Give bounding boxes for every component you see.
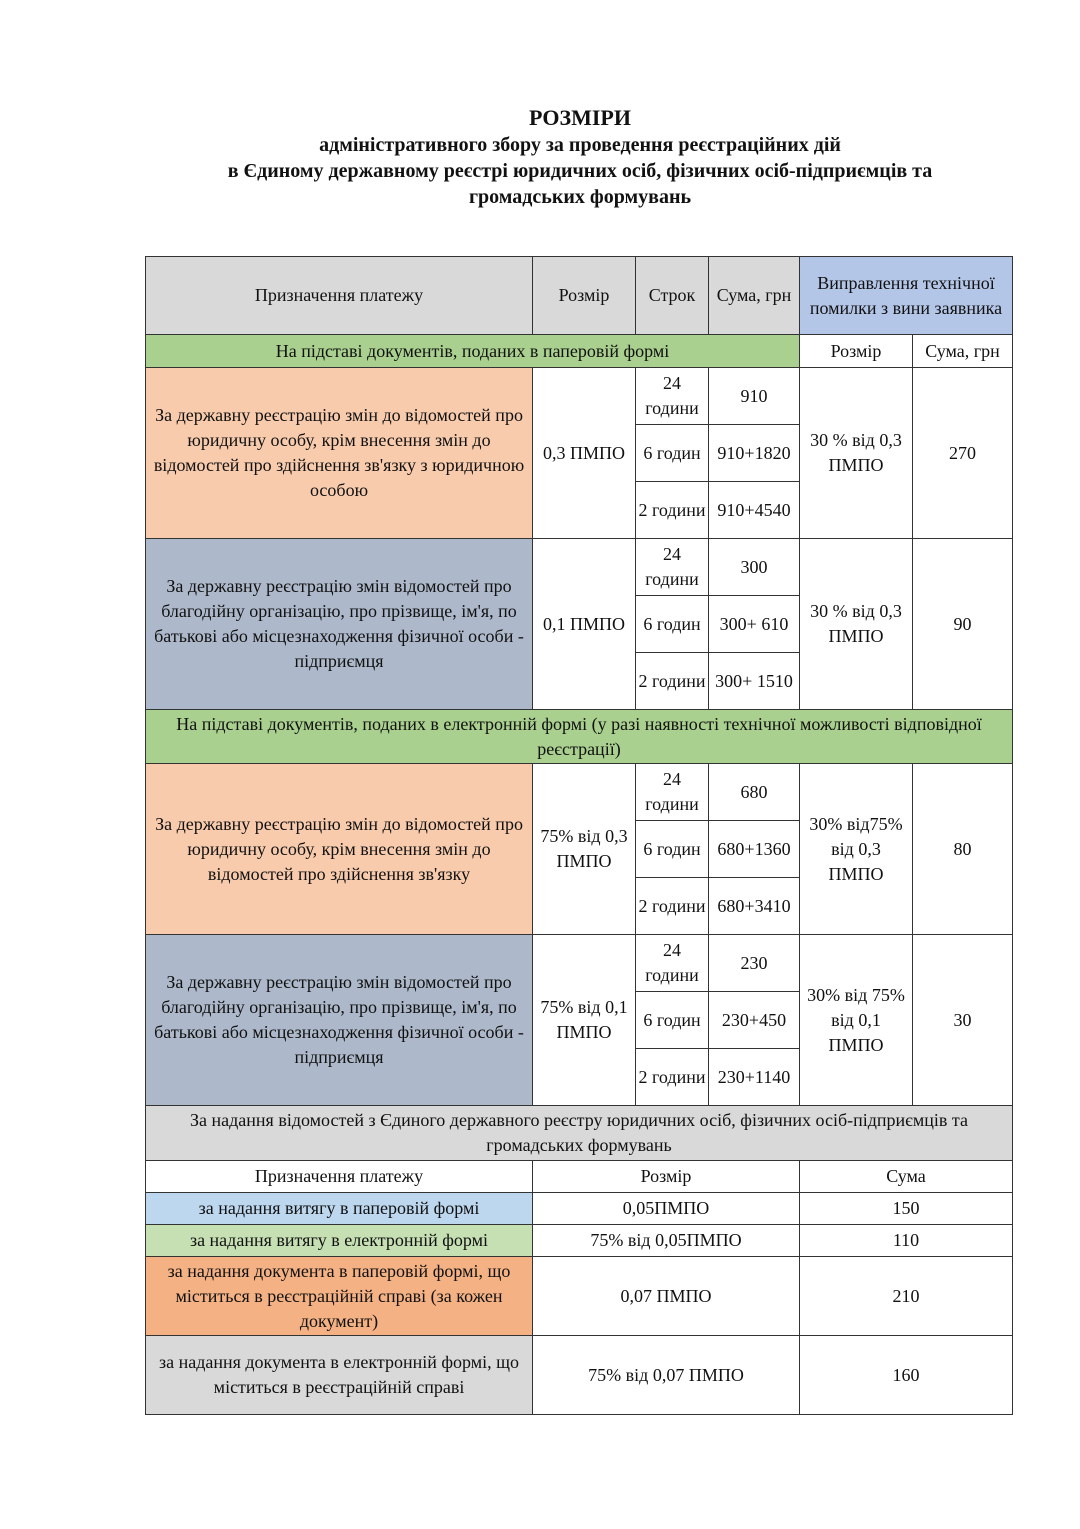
correction-size: 30 % від 0,3 ПМПО xyxy=(800,539,913,710)
table-row xyxy=(146,764,1013,821)
block-purpose: За державну реєстрацію змін відомостей про благодійну організацію, про прізвище, ім'я, по батькові або місцезнаходження фізичної особи - підприємця xyxy=(146,539,533,710)
table-row xyxy=(146,935,1013,992)
info-sum: 150 xyxy=(800,1193,1013,1225)
correction-sum: 270 xyxy=(913,368,1013,539)
paper-section-size-label: Розмір xyxy=(800,335,913,368)
correction-size: 30 % від 0,3 ПМПО xyxy=(800,368,913,539)
info-header-purpose: Призначення платежу xyxy=(146,1161,533,1193)
block-size: 75% від 0,3 ПМПО xyxy=(533,764,636,935)
info-size: 0,05ПМПО xyxy=(533,1193,800,1225)
header-sum: Сума, грн xyxy=(709,257,800,335)
info-size: 75% від 0,07 ПМПО xyxy=(533,1336,800,1415)
paper-section-sum-label: Сума, грн xyxy=(913,335,1013,368)
term-cell: 2 години xyxy=(636,482,709,539)
paper-section-label: На підставі документів, поданих в паперовій формі xyxy=(146,335,800,368)
info-header-size: Розмір xyxy=(533,1161,800,1193)
sum-cell: 230+450 xyxy=(709,992,800,1049)
info-header-sum: Сума xyxy=(800,1161,1013,1193)
info-section-row xyxy=(146,1106,1013,1161)
document-title xyxy=(60,104,1080,210)
title-heading: РОЗМІРИ xyxy=(529,105,631,130)
electronic-section-row xyxy=(146,710,1013,764)
correction-sum: 30 xyxy=(913,935,1013,1106)
term-cell: 6 годин xyxy=(636,596,709,653)
title-line-3: в Єдиному державному реєстрі юридичних осіб, фізичних осіб-підприємців та xyxy=(227,160,933,182)
table-row xyxy=(146,1336,1013,1415)
title-line-2: адміністративного збору за проведення реєстраційних дій xyxy=(319,134,841,156)
info-sum: 110 xyxy=(800,1225,1013,1257)
correction-sum: 90 xyxy=(913,539,1013,710)
term-cell: 24 години xyxy=(636,368,709,425)
correction-sum: 80 xyxy=(913,764,1013,935)
sum-cell: 680+1360 xyxy=(709,821,800,878)
term-cell: 24 години xyxy=(636,935,709,992)
table-header-row xyxy=(146,257,1013,335)
sum-cell: 910+4540 xyxy=(709,482,800,539)
info-purpose: за надання документа в електронній формі, що міститься в реєстраційній справі xyxy=(146,1336,533,1415)
info-size: 0,07 ПМПО xyxy=(533,1257,800,1336)
info-purpose: за надання витягу в електронній формі xyxy=(146,1225,533,1257)
header-term: Строк xyxy=(636,257,709,335)
info-purpose: за надання витягу в паперовій формі xyxy=(146,1193,533,1225)
sum-cell: 300+ 610 xyxy=(709,596,800,653)
table-row xyxy=(146,368,1013,425)
sum-cell: 300+ 1510 xyxy=(709,653,800,710)
correction-size: 30% від 75% від 0,1 ПМПО xyxy=(800,935,913,1106)
header-size: Розмір xyxy=(533,257,636,335)
block-purpose: За державну реєстрацію змін відомостей про благодійну організацію, про прізвище, ім'я, по батькові або місцезнаходження фізичної особи - підприємця xyxy=(146,935,533,1106)
table-row xyxy=(146,1257,1013,1336)
table-row xyxy=(146,1225,1013,1257)
sum-cell: 300 xyxy=(709,539,800,596)
paper-section-row xyxy=(146,335,1013,368)
block-size: 0,3 ПМПО xyxy=(533,368,636,539)
fees-table xyxy=(145,256,1013,1415)
info-purpose: за надання документа в паперовій формі, що міститься в реєстраційній справі (за кожен документ) xyxy=(146,1257,533,1336)
block-size: 0,1 ПМПО xyxy=(533,539,636,710)
info-size: 75% від 0,05ПМПО xyxy=(533,1225,800,1257)
term-cell: 6 годин xyxy=(636,992,709,1049)
term-cell: 2 години xyxy=(636,1049,709,1106)
table-row xyxy=(146,539,1013,596)
sum-cell: 910+1820 xyxy=(709,425,800,482)
block-size: 75% від 0,1 ПМПО xyxy=(533,935,636,1106)
term-cell: 2 години xyxy=(636,653,709,710)
title-line-4: громадських формувань xyxy=(468,186,692,208)
electronic-section-label: На підставі документів, поданих в електронній формі (у разі наявності технічної можливості відповідної реєстрації) xyxy=(146,710,1013,764)
sum-cell: 680+3410 xyxy=(709,878,800,935)
info-section-label: За надання відомостей з Єдиного державного реєстру юридичних осіб, фізичних осіб-підприємців та громадських формувань xyxy=(146,1106,1013,1161)
sum-cell: 910 xyxy=(709,368,800,425)
block-purpose: За державну реєстрацію змін до відомостей про юридичну особу, крім внесення змін до відомостей про здійснення зв'язку xyxy=(146,764,533,935)
block-purpose: За державну реєстрацію змін до відомостей про юридичну особу, крім внесення змін до відомостей про здійснення зв'язку з юридичною особою xyxy=(146,368,533,539)
term-cell: 24 години xyxy=(636,539,709,596)
header-correction: Виправлення технічної помилки з вини заявника xyxy=(800,257,1013,335)
info-header-row xyxy=(146,1161,1013,1193)
term-cell: 2 години xyxy=(636,878,709,935)
term-cell: 6 годин xyxy=(636,425,709,482)
sum-cell: 230 xyxy=(709,935,800,992)
sum-cell: 680 xyxy=(709,764,800,821)
header-purpose: Призначення платежу xyxy=(146,257,533,335)
correction-size: 30% від75% від 0,3 ПМПО xyxy=(800,764,913,935)
sum-cell: 230+1140 xyxy=(709,1049,800,1106)
info-sum: 160 xyxy=(800,1336,1013,1415)
table-row xyxy=(146,1193,1013,1225)
info-sum: 210 xyxy=(800,1257,1013,1336)
term-cell: 24 години xyxy=(636,764,709,821)
term-cell: 6 годин xyxy=(636,821,709,878)
